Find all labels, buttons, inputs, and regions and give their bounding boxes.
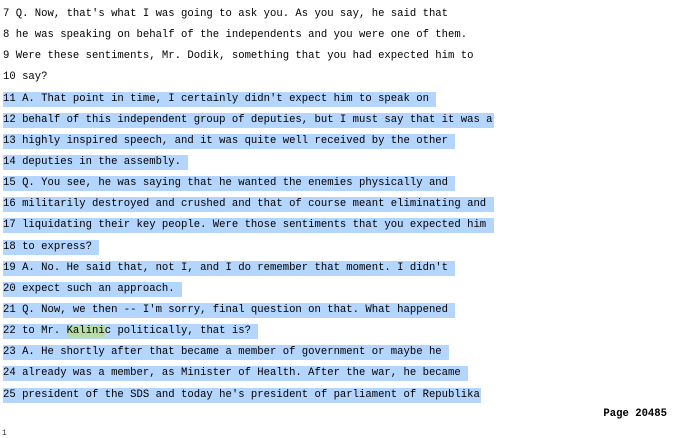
- page-number: Page 20485: [603, 408, 667, 420]
- line-text[interactable]: [3, 218, 494, 233]
- transcript-line[interactable]: [3, 365, 494, 386]
- line-text-part: 17 liquidating their key people. Were those sentiments that you expected him: [3, 219, 493, 232]
- line-text[interactable]: [3, 70, 49, 85]
- transcript-line[interactable]: [3, 133, 494, 154]
- transcript-line[interactable]: [3, 260, 494, 281]
- line-text-part: 24 already was a member, as Minister of Health. After the war, he became: [3, 367, 468, 380]
- line-text[interactable]: [3, 197, 494, 212]
- line-text-part: 9 Were these sentiments, Mr. Dodik, something that you had expected him to: [3, 50, 474, 63]
- line-text-part: 23 A. He shortly after that became a member of government or maybe he: [3, 346, 449, 359]
- transcript-line[interactable]: [3, 302, 494, 323]
- line-text-part: 25 president of the SDS and today he's president of parliament of Republika: [3, 388, 480, 401]
- line-text-part: 18 to express?: [3, 240, 99, 253]
- line-text-part: 16 militarily destroyed and crushed and that of course meant eliminating and: [3, 198, 493, 211]
- line-text[interactable]: [3, 176, 455, 191]
- line-text-part: 19 A. No. He said that, not I, and I do remember that moment. I didn't: [3, 261, 455, 274]
- line-text-part: 20 expect such an approach.: [3, 282, 182, 295]
- line-text-part: 21 Q. Now, we then -- I'm sorry, final question on that. What happened: [3, 303, 455, 316]
- transcript-line[interactable]: [3, 281, 494, 302]
- line-text[interactable]: [3, 303, 455, 318]
- line-text[interactable]: [3, 92, 436, 107]
- line-text-part: 10 say?: [3, 71, 48, 84]
- line-text-part: 15 Q. You see, he was saying that he wanted the enemies physically and: [3, 177, 455, 190]
- transcript-line[interactable]: [3, 112, 494, 133]
- line-text[interactable]: [3, 134, 455, 149]
- transcript-line[interactable]: [3, 48, 494, 69]
- transcript-line[interactable]: [3, 154, 494, 175]
- transcript-line[interactable]: [3, 196, 494, 217]
- transcript-line[interactable]: [3, 344, 494, 365]
- transcript-line[interactable]: [3, 387, 494, 408]
- line-text[interactable]: [3, 49, 474, 64]
- line-text-part: 12 behalf of this independent group of deputies, but I must say that it was a: [3, 113, 493, 126]
- line-text[interactable]: [3, 324, 258, 339]
- transcript-line[interactable]: [3, 175, 494, 196]
- line-text[interactable]: [3, 240, 99, 255]
- line-text[interactable]: [3, 28, 468, 43]
- transcript-line[interactable]: [3, 239, 494, 260]
- line-text[interactable]: [3, 282, 182, 297]
- line-text[interactable]: [3, 155, 188, 170]
- transcript-line[interactable]: [3, 27, 494, 48]
- line-text[interactable]: [3, 7, 449, 22]
- line-text-part: 7 Q. Now, that's what I was going to ask you. As you say, he said that: [3, 8, 449, 20]
- line-text-part: 11 A. That point in time, I certainly didn't expect him to speak on: [3, 92, 436, 105]
- line-text-part: c politically, that is?: [104, 325, 258, 338]
- transcript-lines: [3, 6, 494, 408]
- transcript-line[interactable]: [3, 6, 494, 27]
- line-text[interactable]: [3, 366, 468, 381]
- line-text-part: 8 he was speaking on behalf of the independents and you were one of them.: [3, 29, 468, 42]
- line-text-part: 14 deputies in the assembly.: [3, 155, 188, 168]
- line-text[interactable]: [3, 345, 449, 360]
- transcript-line[interactable]: [3, 91, 494, 112]
- line-text[interactable]: [3, 261, 455, 276]
- line-text-part: 13 highly inspired speech, and it was quite well received by the other: [3, 134, 455, 147]
- transcript-line[interactable]: [3, 323, 494, 344]
- line-text-part: 22 to Mr.: [3, 325, 67, 338]
- corner-mark: 1: [2, 429, 7, 438]
- transcript-line[interactable]: [3, 69, 494, 90]
- transcript-line[interactable]: [3, 217, 494, 238]
- search-match: Kalini: [66, 325, 105, 338]
- line-text[interactable]: [3, 113, 494, 128]
- line-text[interactable]: [3, 388, 481, 403]
